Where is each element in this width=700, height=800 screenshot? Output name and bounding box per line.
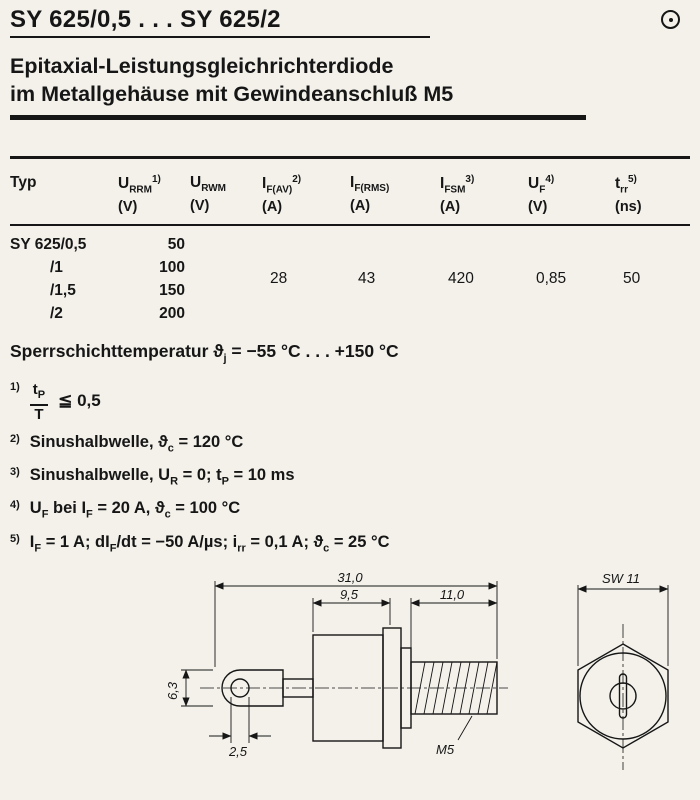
table-row-typ: /1 <box>50 259 63 277</box>
urrm-value: 150 <box>159 282 185 300</box>
manufacturer-logo-icon <box>661 10 680 29</box>
ifrms-value: 43 <box>358 270 376 288</box>
note-text: = 0; t <box>178 466 222 485</box>
table-header-rule <box>10 224 690 226</box>
uf-value: 0,85 <box>536 270 567 288</box>
note-text: F <box>34 541 42 554</box>
table-header-row <box>10 174 692 215</box>
note-text: F <box>86 508 93 521</box>
note-text: = 120 °C <box>173 432 244 451</box>
footnote-1 <box>10 381 692 423</box>
note-text: c <box>164 508 171 521</box>
ifsm-value: 420 <box>448 270 474 288</box>
note-text: c <box>323 541 330 554</box>
page-title: SY 625/0,5 . . . SY 625/2 <box>10 6 281 33</box>
subtitle-line2: im Metallgehäuse mit Gewindeanschluß M5 <box>10 82 454 106</box>
col-header-ifav: $I_{F(AV)}^{2)}$ (A) <box>262 174 302 216</box>
col-header-ifrms: $I_{F(RMS)}$ (A) <box>350 174 390 215</box>
note-text: P <box>221 475 229 488</box>
note-text: Sinushalbwelle, ϑ <box>29 432 168 451</box>
urrm-value: 200 <box>159 305 185 323</box>
note-text: T <box>34 405 44 423</box>
urrm-value: 100 <box>159 259 185 277</box>
col-header-typ: Typ <box>10 174 37 191</box>
dim-total-label: 31,0 <box>337 569 363 585</box>
dim-hole-label: 2,5 <box>228 743 248 759</box>
title-underline <box>10 36 430 38</box>
subtitle <box>10 52 692 108</box>
dim-body-label: 9,5 <box>339 586 359 602</box>
table-row-typ: /1,5 <box>50 282 76 300</box>
note-text: $t_P$ <box>30 381 48 406</box>
col-header-ifsm: $I_{FSM}^{3)}$ (A) <box>440 174 475 216</box>
note-text: = 25 °C <box>329 532 390 551</box>
trr-value: 50 <box>623 270 641 288</box>
fraction-tp-over-t <box>30 381 48 423</box>
package-drawing <box>0 570 700 782</box>
subtitle-bar <box>10 115 586 120</box>
footnote-marker: 1) <box>10 380 20 393</box>
footnote-marker: 5) <box>10 532 20 545</box>
dimensions <box>165 570 497 759</box>
table-top-rule <box>10 156 690 159</box>
note-text: I <box>29 532 35 551</box>
header <box>10 6 692 34</box>
dim-tab-label: 6,3 <box>165 681 180 700</box>
junction-temperature-line <box>10 341 692 365</box>
logo-dot <box>669 18 673 22</box>
note-text: Sinushalbwelle, U <box>29 466 171 485</box>
col-header-uf: $U_F^{4)}$ (V) <box>528 174 555 216</box>
wrench-size-label: SW 11 <box>601 570 641 586</box>
note-text: F <box>41 508 49 521</box>
footnote-marker: 2) <box>10 432 20 445</box>
col-header-urrm: $U_{RRM}^{1)}$ (V) <box>118 174 161 216</box>
thread-size-label: M5 <box>436 741 455 757</box>
note-text: rr <box>237 541 246 554</box>
note-text: F <box>109 541 117 554</box>
subtitle-line1: Epitaxial-Leistungsgleichrichterdiode <box>10 54 394 78</box>
footnote-5 <box>10 533 692 554</box>
urwm-column-empty <box>190 233 262 325</box>
note-text: j <box>223 352 227 365</box>
footnote-marker: 3) <box>10 466 20 479</box>
note-text: c <box>167 442 174 455</box>
note-text: = 20 A, ϑ <box>92 499 165 518</box>
ifav-value: 28 <box>270 270 288 288</box>
end-view <box>578 571 668 770</box>
side-view <box>200 628 508 748</box>
note-text: = 1 A; dI <box>41 532 110 551</box>
table-row-typ: /2 <box>50 305 63 323</box>
note-text: U <box>29 499 42 518</box>
dim-thread-label: 11,0 <box>439 586 465 602</box>
note-text: = 0,1 A; ϑ <box>245 532 324 551</box>
note-text: ≦ 0,5 <box>58 391 101 411</box>
footnote-marker: 4) <box>10 499 20 512</box>
note-text: R <box>170 475 179 488</box>
typ-column <box>10 233 118 325</box>
urrm-value: 50 <box>167 236 185 254</box>
col-header-trr: $t_{rr}^{5)}$ (ns) <box>615 174 642 216</box>
col-header-urwm: $U_{RWM}$ (V) <box>190 174 227 215</box>
urrm-column <box>118 233 190 325</box>
note-text: Sperrschichttemperatur ϑ <box>10 341 224 362</box>
footnote-2 <box>10 433 692 454</box>
footnote-3 <box>10 466 692 487</box>
footnotes <box>10 381 692 554</box>
table-body <box>10 233 692 325</box>
note-text: bei I <box>48 499 87 518</box>
note-text: = 100 °C <box>170 499 241 518</box>
table-row-typ: SY 625/0,5 <box>10 236 87 254</box>
note-text: = −55 °C . . . +150 °C <box>226 341 399 362</box>
note-text: = 10 ms <box>228 466 295 485</box>
footnote-4 <box>10 499 692 520</box>
note-text: /dt = −50 A/µs; i <box>116 532 238 551</box>
